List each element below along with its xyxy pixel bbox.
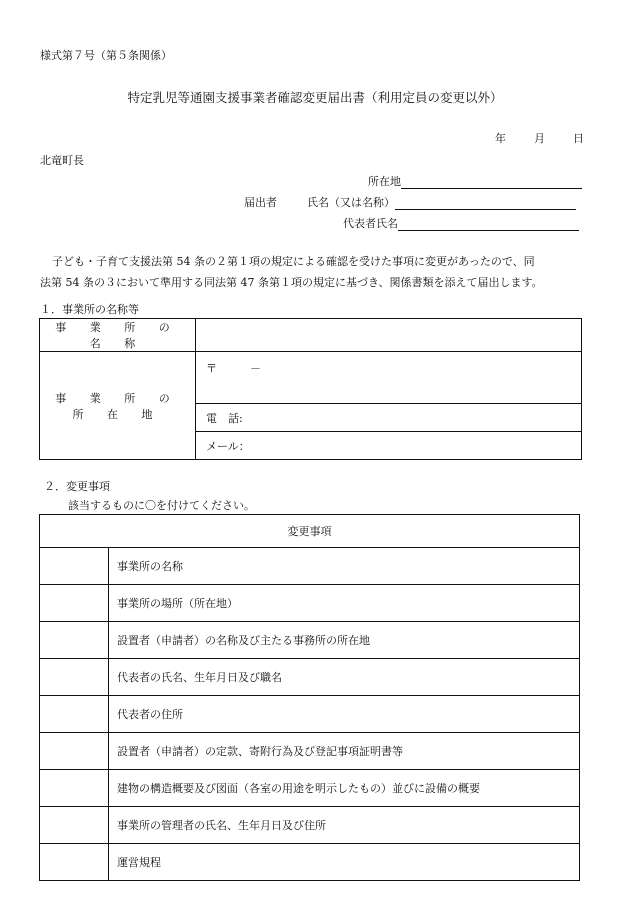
change-mark-cell[interactable] — [40, 696, 109, 733]
change-mark-cell[interactable] — [40, 807, 109, 844]
body-line-1: 子ども・子育て支援法第 54 条の２第１項の規定による確認を受けた事項に変更があったので、同 — [52, 255, 535, 268]
change-item-label: 事業所の名称 — [109, 548, 580, 585]
section1-heading: １．事業所の名称等 — [40, 303, 139, 316]
email-field[interactable]: メール： — [196, 432, 582, 460]
applicant-address-row — [368, 173, 582, 189]
change-table-header: 変更事項 — [40, 515, 580, 548]
applicant-rep-row — [343, 215, 579, 231]
facility-address-label: 事 業 所 の 所 在 地 — [40, 352, 196, 460]
applicant-label: 届出者 — [244, 196, 277, 209]
rep-label: 代表者氏名 — [343, 217, 398, 230]
change-item-label: 建物の構造概要及び図面（各室の用途を明示したもの）並びに設備の概要 — [109, 770, 580, 807]
change-mark-cell[interactable] — [40, 770, 109, 807]
change-item-label: 事業所の管理者の氏名、生年月日及び住所 — [109, 807, 580, 844]
form-number: 様式第７号（第５条関係） — [40, 49, 172, 62]
change-mark-cell[interactable] — [40, 548, 109, 585]
change-mark-cell[interactable] — [40, 622, 109, 659]
postal-field[interactable]: 〒 － — [196, 352, 582, 404]
change-mark-cell[interactable] — [40, 733, 109, 770]
rep-field[interactable] — [398, 218, 579, 231]
change-mark-cell[interactable] — [40, 844, 109, 881]
date-year: 年 — [495, 132, 506, 145]
date-line — [495, 130, 584, 146]
change-item-label: 設置者（申請者）の定款、寄附行為及び登記事項証明書等 — [109, 733, 580, 770]
name-field[interactable] — [395, 197, 576, 210]
change-item-label: 代表者の氏名、生年月日及び職名 — [109, 659, 580, 696]
facility-name-field[interactable] — [196, 319, 582, 352]
date-month: 月 — [534, 132, 545, 145]
section2-heading: ２．変更事項 — [44, 480, 110, 493]
facility-name-label: 事 業 所 の 名 称 — [40, 319, 196, 352]
change-item-label: 設置者（申請者）の名称及び主たる事務所の所在地 — [109, 622, 580, 659]
applicant-name-row — [307, 194, 576, 210]
body-line-2: 法第 54 条の３において準用する同法第 47 条第１項の規定に基づき、関係書類を添えて届出します。 — [40, 276, 543, 289]
change-mark-cell[interactable] — [40, 659, 109, 696]
change-items-table — [39, 514, 580, 881]
address-field[interactable] — [401, 176, 582, 189]
change-item-label: 代表者の住所 — [109, 696, 580, 733]
change-item-label: 事業所の場所（所在地） — [109, 585, 580, 622]
phone-field[interactable]: 電 話: — [196, 404, 582, 432]
address-label: 所在地 — [368, 175, 401, 188]
section2-instruction: 該当するものに〇を付けてください。 — [68, 499, 255, 512]
change-item-label: 運営規程 — [109, 844, 580, 881]
addressee: 北竜町長 — [40, 154, 84, 167]
document-title: 特定乳児等通園支援事業者確認変更届出書（利用定員の変更以外） — [127, 90, 503, 105]
change-mark-cell[interactable] — [40, 585, 109, 622]
name-label: 氏名（又は名称） — [307, 196, 395, 209]
date-day: 日 — [573, 132, 584, 145]
facility-table — [39, 318, 582, 460]
